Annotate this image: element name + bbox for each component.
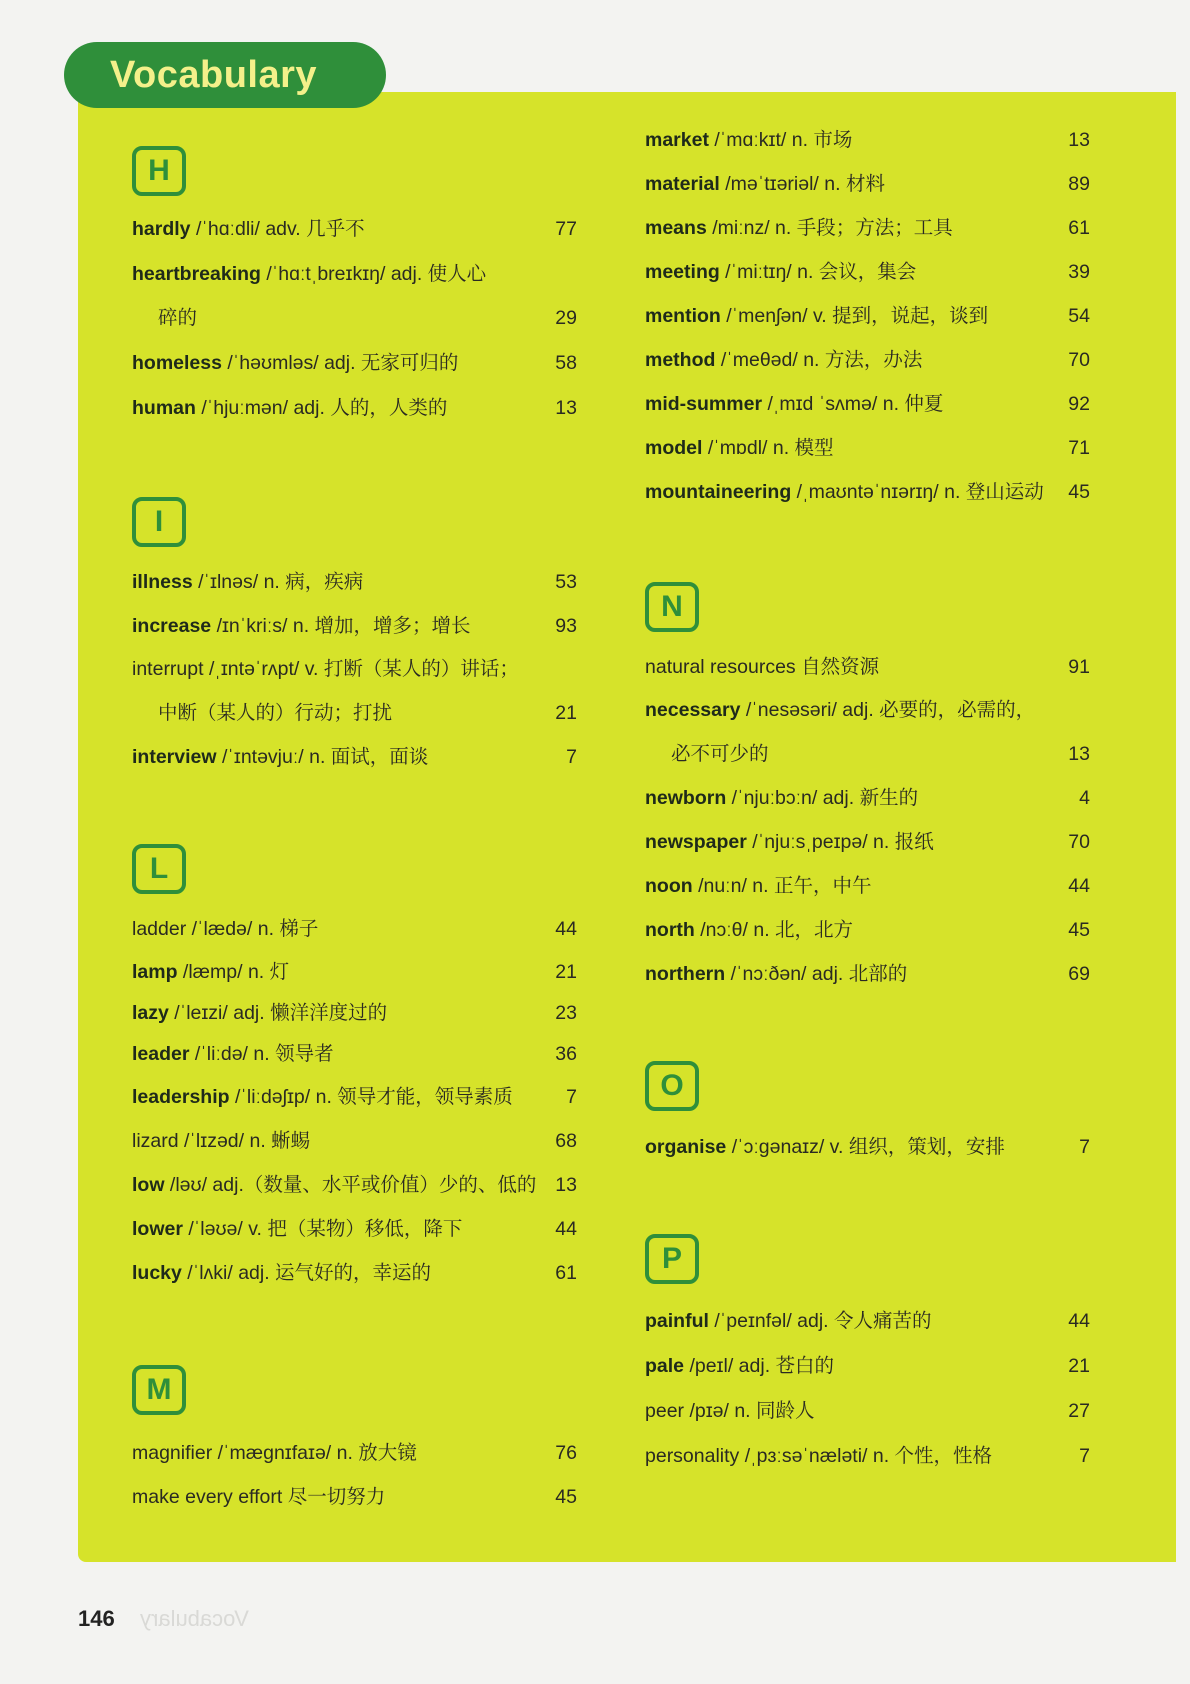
entry-text <box>132 613 471 639</box>
definition: /ˈɪlnəs/ n. 病，疾病 <box>192 571 364 593</box>
page-ref: 21 <box>555 702 577 724</box>
definition: /ɪnˈkriːs/ n. 增加，增多；增长 <box>211 615 471 637</box>
bleed-through-text: Vocabulary <box>140 1606 249 1631</box>
vocab-entry <box>132 916 577 942</box>
entry-text <box>132 1172 536 1198</box>
entry-text <box>132 1260 431 1286</box>
page-ref: 44 <box>555 918 577 940</box>
vocab-entry <box>645 1398 1090 1424</box>
vocab-entry <box>132 216 577 242</box>
definition: /məˈtɪəriəl/ n. 材料 <box>719 173 885 195</box>
headword: mention <box>645 305 721 327</box>
entry-text <box>132 1216 462 1242</box>
page-ref: 4 <box>1079 787 1090 809</box>
headword: illness <box>132 571 193 593</box>
page-ref: 45 <box>1068 481 1090 503</box>
definition: /nɔːθ/ n. 北，北方 <box>694 919 854 941</box>
definition: 碎的 <box>158 307 198 329</box>
letter-heading-m: M <box>132 1365 186 1415</box>
definition: /ˈliːdəʃɪp/ n. 领导才能，领导素质 <box>229 1086 513 1108</box>
vocab-entry <box>132 744 577 770</box>
headword: newborn <box>645 787 727 809</box>
page-ref: 61 <box>555 1262 577 1284</box>
entry-text <box>645 873 871 899</box>
entry-text <box>132 216 365 242</box>
entry-text <box>132 656 519 682</box>
vocab-entry <box>132 1084 577 1110</box>
definition: /ˈnjuːsˌpeɪpə/ n. 报纸 <box>746 831 934 853</box>
definition: /ˈnɔːðən/ adj. 北部的 <box>725 963 908 985</box>
page-ref: 93 <box>555 615 577 637</box>
vocab-entry <box>132 350 577 376</box>
headword: lazy <box>132 1002 169 1024</box>
vocab-entry <box>645 479 1090 505</box>
page-ref: 7 <box>1079 1445 1090 1467</box>
definition: /ˌmaʊntəˈnɪərɪŋ/ n. 登山运动 <box>791 481 1044 503</box>
definition: /nuːn/ n. 正午，中午 <box>692 875 872 897</box>
definition: /ˈmeθəd/ n. 方法，办法 <box>715 349 923 371</box>
letter-heading-o: O <box>645 1061 699 1111</box>
entry-text <box>132 261 486 287</box>
definition: /ˈleɪzi/ adj. 懒洋洋度过的 <box>168 1002 388 1024</box>
definition: magnifier /ˈmæɡnɪfaɪə/ n. 放大镜 <box>132 1442 417 1464</box>
entry-text <box>132 959 289 985</box>
headword: market <box>645 129 709 151</box>
entry-text <box>132 1041 334 1067</box>
entry-text <box>645 1398 815 1424</box>
vocab-entry <box>645 1134 1090 1160</box>
definition: /ˈliːdə/ n. 领导者 <box>189 1043 334 1065</box>
entry-text <box>645 961 907 987</box>
definition: peer /pɪə/ n. 同龄人 <box>645 1400 815 1422</box>
page-ref: 13 <box>555 397 577 419</box>
headword: interview <box>132 746 217 768</box>
entry-text <box>132 1440 417 1466</box>
entry-text <box>645 127 852 153</box>
vocab-entry <box>645 917 1090 943</box>
definition: /ˈmenʃən/ v. 提到，说起，谈到 <box>720 305 989 327</box>
page-ref: 71 <box>1068 437 1090 459</box>
vocab-entry <box>645 127 1090 153</box>
page-ref: 45 <box>555 1486 577 1508</box>
entry-text <box>645 1353 834 1379</box>
page-ref: 77 <box>555 218 577 240</box>
entry-text <box>132 700 392 726</box>
headword: pale <box>645 1355 685 1377</box>
vocab-entry <box>645 873 1090 899</box>
page-ref: 44 <box>1068 1310 1090 1332</box>
page-ref: 21 <box>1068 1355 1090 1377</box>
page-ref: 91 <box>1068 656 1090 678</box>
definition: make every effort 尽一切努力 <box>132 1486 386 1508</box>
entry-text <box>132 1084 513 1110</box>
vocab-entry <box>645 391 1090 417</box>
vocab-entry <box>645 215 1090 241</box>
page-ref: 23 <box>555 1002 577 1024</box>
page-ref: 61 <box>1068 217 1090 239</box>
headword: lower <box>132 1218 183 1240</box>
vocab-entry <box>645 303 1090 329</box>
definition: /ˈhəʊmləs/ adj. 无家可归的 <box>221 352 459 374</box>
page-ref: 39 <box>1068 261 1090 283</box>
headword: heartbreaking <box>132 263 261 285</box>
headword: leader <box>132 1043 190 1065</box>
headword: meeting <box>645 261 720 283</box>
page-ref: 70 <box>1068 831 1090 853</box>
entry-text <box>645 697 1035 723</box>
page-ref: 44 <box>1068 875 1090 897</box>
entry-text <box>645 435 834 461</box>
definition: natural resources 自然资源 <box>645 656 880 678</box>
headword: organise <box>645 1136 727 1158</box>
definition: /ˈpeɪnfəl/ adj. 令人痛苦的 <box>708 1310 932 1332</box>
page-ref: 92 <box>1068 393 1090 415</box>
vocab-entry <box>132 1216 577 1242</box>
headword: mountaineering <box>645 481 792 503</box>
entry-text <box>645 171 885 197</box>
entry-text <box>132 1128 310 1154</box>
definition: lizard /ˈlɪzəd/ n. 蜥蜴 <box>132 1130 311 1152</box>
page-ref: 76 <box>555 1442 577 1464</box>
headword: method <box>645 349 716 371</box>
definition: /ˈnjuːbɔːn/ adj. 新生的 <box>726 787 919 809</box>
page-ref: 54 <box>1068 305 1090 327</box>
vocab-entry <box>645 435 1090 461</box>
headword: painful <box>645 1310 709 1332</box>
definition: /læmp/ n. 灯 <box>177 961 290 983</box>
definition: /ˈnesəsəri/ adj. 必要的，必需的， <box>740 699 1036 721</box>
vocab-entry <box>132 261 577 287</box>
definition: /ˈləʊə/ v. 把（某物）移低，降下 <box>182 1218 463 1240</box>
definition: ladder /ˈlædə/ n. 梯子 <box>132 918 319 940</box>
entry-text <box>132 744 428 770</box>
vocab-entry <box>132 1440 577 1466</box>
page-ref: 89 <box>1068 173 1090 195</box>
entry-text <box>645 741 769 767</box>
vocab-entry <box>645 1443 1090 1469</box>
page-ref: 7 <box>1079 1136 1090 1158</box>
page-ref: 7 <box>566 1086 577 1108</box>
letter-heading-p: P <box>645 1234 699 1284</box>
vocab-entry <box>132 1041 577 1067</box>
vocab-entry <box>132 656 577 682</box>
letter-heading-i: I <box>132 497 186 547</box>
vocab-entry <box>645 741 1090 767</box>
entry-text <box>645 303 988 329</box>
page-ref: 45 <box>1068 919 1090 941</box>
entry-text <box>645 391 943 417</box>
vocab-entry <box>132 1000 577 1026</box>
definition: /ˈmiːtɪŋ/ n. 会议，集会 <box>719 261 917 283</box>
headword: northern <box>645 963 726 985</box>
entry-text <box>132 305 197 331</box>
definition: /ˈlʌki/ adj. 运气好的，幸运的 <box>181 1262 432 1284</box>
definition: /ˈmɑːkɪt/ n. 市场 <box>708 129 853 151</box>
definition: /ˈɪntəvjuː/ n. 面试，面谈 <box>216 746 429 768</box>
headword: hardly <box>132 218 191 240</box>
definition: /peɪl/ adj. 苍白的 <box>684 1355 835 1377</box>
headword: leadership <box>132 1086 230 1108</box>
headword: human <box>132 397 196 419</box>
headword: lamp <box>132 961 178 983</box>
page-ref: 70 <box>1068 349 1090 371</box>
page-ref: 44 <box>555 1218 577 1240</box>
entry-text <box>645 215 953 241</box>
vocab-entry <box>132 613 577 639</box>
definition: 中断（某人的）行动；打扰 <box>158 702 393 724</box>
vocab-entry <box>132 1484 577 1510</box>
vocab-entry <box>645 1353 1090 1379</box>
entry-text <box>645 1443 992 1469</box>
page-ref: 68 <box>555 1130 577 1152</box>
vocab-entry <box>132 395 577 421</box>
page-ref: 36 <box>555 1043 577 1065</box>
page-ref: 27 <box>1068 1400 1090 1422</box>
entry-text <box>645 1134 1005 1160</box>
entry-text <box>132 1484 385 1510</box>
entry-text <box>132 1000 387 1026</box>
headword: newspaper <box>645 831 747 853</box>
entry-text <box>645 785 918 811</box>
vocab-entry <box>132 1172 577 1198</box>
headword: model <box>645 437 703 459</box>
page-number: 146 <box>78 1606 115 1631</box>
vocab-entry <box>645 697 1090 723</box>
vocab-entry <box>132 569 577 595</box>
page-ref: 13 <box>1068 129 1090 151</box>
vocab-entry <box>132 1260 577 1286</box>
entry-text <box>645 347 922 373</box>
vocab-entry <box>645 259 1090 285</box>
headword: north <box>645 919 695 941</box>
definition: /ˈɔːɡənaɪz/ v. 组织，策划，安排 <box>726 1136 1005 1158</box>
definition: /miːnz/ n. 手段；方法；工具 <box>706 217 953 239</box>
definition: /ˈhɑːtˌbreɪkɪŋ/ adj. 使人心 <box>260 263 487 285</box>
vocab-entry <box>645 785 1090 811</box>
definition: /ˈhɑːdli/ adv. 几乎不 <box>190 218 365 240</box>
entry-text <box>645 1308 932 1334</box>
headword: lucky <box>132 1262 182 1284</box>
definition: interrupt /ˌɪntəˈrʌpt/ v. 打断（某人的）讲话； <box>132 658 519 680</box>
definition: /ˈhjuːmən/ adj. 人的，人类的 <box>195 397 448 419</box>
definition: 必不可少的 <box>671 743 769 765</box>
page-ref: 53 <box>555 571 577 593</box>
vocab-entry <box>132 959 577 985</box>
headword: mid-summer <box>645 393 763 415</box>
vocab-entry <box>132 700 577 726</box>
entry-text <box>132 395 447 421</box>
headword: material <box>645 173 720 195</box>
definition: /ˌmɪd ˈsʌmə/ n. 仲夏 <box>762 393 944 415</box>
headword: homeless <box>132 352 222 374</box>
headword: increase <box>132 615 212 637</box>
entry-text <box>645 479 1044 505</box>
definition: /ləʊ/ adj.（数量、水平或价值）少的、低的 <box>164 1174 537 1196</box>
entry-text <box>645 654 879 680</box>
entry-text <box>645 259 916 285</box>
page-ref: 29 <box>555 307 577 329</box>
vocab-entry <box>645 961 1090 987</box>
headword: necessary <box>645 699 741 721</box>
vocab-entry <box>645 829 1090 855</box>
definition: personality /ˌpɜːsəˈnæləti/ n. 个性，性格 <box>645 1445 993 1467</box>
entry-text <box>645 829 934 855</box>
section-title-tab <box>64 42 386 108</box>
entry-text <box>132 350 458 376</box>
page-ref: 58 <box>555 352 577 374</box>
vocab-entry <box>132 305 577 331</box>
entry-text <box>132 569 363 595</box>
letter-heading-n: N <box>645 582 699 632</box>
vocab-entry <box>645 1308 1090 1334</box>
page-ref: 7 <box>566 746 577 768</box>
page-ref: 21 <box>555 961 577 983</box>
entry-text <box>645 917 853 943</box>
headword: noon <box>645 875 693 897</box>
entry-text <box>132 916 318 942</box>
letter-heading-l: L <box>132 844 186 894</box>
section-title: Vocabulary <box>110 53 318 96</box>
headword: low <box>132 1174 165 1196</box>
definition: /ˈmɒdl/ n. 模型 <box>702 437 834 459</box>
page-ref: 13 <box>1068 743 1090 765</box>
vocab-entry <box>645 654 1090 680</box>
vocab-entry <box>645 171 1090 197</box>
headword: means <box>645 217 707 239</box>
page-ref: 69 <box>1068 963 1090 985</box>
page-ref: 13 <box>555 1174 577 1196</box>
vocab-entry <box>645 347 1090 373</box>
letter-heading-h: H <box>132 146 186 196</box>
vocab-entry <box>132 1128 577 1154</box>
